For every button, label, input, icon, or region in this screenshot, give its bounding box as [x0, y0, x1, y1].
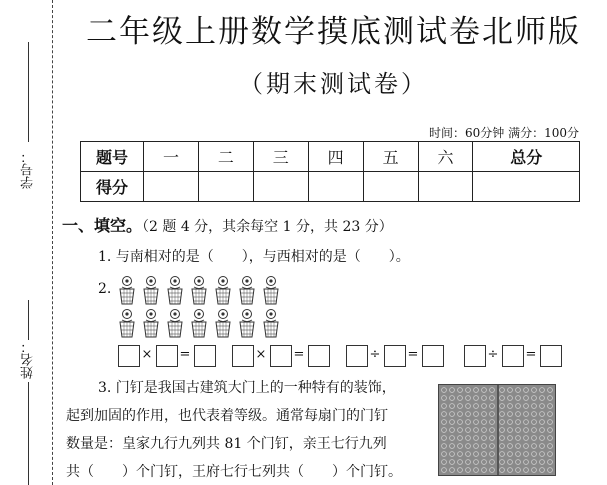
times-sign: ×: [255, 347, 267, 362]
door-stud: [516, 452, 521, 457]
door-stud: [532, 420, 537, 425]
door-stud: [508, 468, 513, 473]
flower-pots-figure: [118, 276, 288, 342]
door-stud: [516, 468, 521, 473]
door-stud: [458, 420, 463, 425]
door-stud: [466, 396, 471, 401]
door-stud: [508, 452, 513, 457]
section-note: （2 题 4 分，其余每空 1 分，共 23 分）: [142, 219, 393, 235]
door-stud: [482, 444, 487, 449]
door-stud: [524, 428, 529, 433]
door-stud: [458, 396, 463, 401]
door-stud: [458, 452, 463, 457]
door-stud: [482, 396, 487, 401]
door-stud: [490, 420, 495, 425]
door-stud: [458, 428, 463, 433]
door-stud: [442, 436, 447, 441]
door-gap: [497, 385, 499, 475]
door-stud: [500, 452, 505, 457]
door-stud: [474, 444, 479, 449]
header-cell: 一: [144, 142, 199, 172]
score-cell[interactable]: [308, 172, 363, 202]
door-stud: [548, 444, 553, 449]
door-stud: [482, 468, 487, 473]
question-2-number: 2.: [98, 281, 112, 297]
door-stud: [540, 444, 545, 449]
score-cell[interactable]: [418, 172, 473, 202]
door-stud: [466, 444, 471, 449]
door-stud: [482, 412, 487, 417]
door-stud: [508, 388, 513, 393]
door-stud: [490, 436, 495, 441]
door-stud: [442, 396, 447, 401]
door-stud: [458, 412, 463, 417]
door-stud: [524, 460, 529, 465]
door-stud: [548, 468, 553, 473]
door-stud: [508, 396, 513, 401]
score-cell[interactable]: [473, 172, 580, 202]
door-stud: [532, 452, 537, 457]
door-stud: [548, 428, 553, 433]
door-stud: [474, 468, 479, 473]
answer-box[interactable]: [540, 345, 562, 367]
door-stud: [442, 444, 447, 449]
door-stud: [482, 436, 487, 441]
door-stud: [442, 428, 447, 433]
door-stud: [548, 412, 553, 417]
door-stud: [450, 396, 455, 401]
door-stud: [548, 420, 553, 425]
door-stud: [466, 460, 471, 465]
name-line-top: [28, 300, 29, 340]
divide-sign: ÷: [369, 347, 381, 362]
door-stud: [458, 468, 463, 473]
door-stud: [490, 396, 495, 401]
score-table: [80, 141, 580, 202]
question-1: 1. 与南相对的是（ ），与西相对的是（ ）。: [98, 249, 410, 265]
door-stud: [532, 404, 537, 409]
door-stud: [482, 460, 487, 465]
door-stud: [500, 460, 505, 465]
door-stud: [500, 412, 505, 417]
door-stud: [482, 452, 487, 457]
door-stud: [450, 444, 455, 449]
score-cell[interactable]: [198, 172, 253, 202]
door-stud: [466, 428, 471, 433]
door-stud: [508, 412, 513, 417]
door-stud: [442, 460, 447, 465]
door-stud: [474, 452, 479, 457]
door-stud: [500, 444, 505, 449]
door-stud: [474, 436, 479, 441]
door-stud: [516, 436, 521, 441]
door-stud: [508, 428, 513, 433]
door-stud: [516, 460, 521, 465]
score-table-header-row: [81, 142, 580, 172]
door-stud: [524, 444, 529, 449]
answer-box[interactable]: [194, 345, 216, 367]
section-heading: [62, 213, 393, 236]
door-stud: [548, 460, 553, 465]
header-cell: 二: [198, 142, 253, 172]
equals-sign: =: [525, 347, 537, 362]
answer-box[interactable]: [346, 345, 368, 367]
header-cell: 三: [253, 142, 308, 172]
door-stud: [490, 452, 495, 457]
door-stud: [466, 404, 471, 409]
door-stud: [532, 444, 537, 449]
door-stud: [548, 436, 553, 441]
door-stud: [516, 404, 521, 409]
door-stud: [490, 412, 495, 417]
page-subtitle: （期末测试卷）: [239, 70, 428, 98]
door-stud: [516, 428, 521, 433]
door-stud: [516, 444, 521, 449]
name-line-bottom: [28, 382, 29, 485]
door-stud: [474, 460, 479, 465]
door-stud: [532, 436, 537, 441]
door-stud: [500, 404, 505, 409]
score-cell[interactable]: [253, 172, 308, 202]
door-stud: [450, 468, 455, 473]
divide-sign: ÷: [487, 347, 499, 362]
answer-box[interactable]: [464, 345, 486, 367]
door-stud: [540, 436, 545, 441]
door-stud: [540, 428, 545, 433]
door-stud: [474, 420, 479, 425]
score-cell[interactable]: [144, 172, 199, 202]
answer-box[interactable]: [156, 345, 178, 367]
door-stud: [490, 460, 495, 465]
door-stud: [482, 420, 487, 425]
door-stud: [548, 396, 553, 401]
door-stud: [540, 468, 545, 473]
door-stud: [466, 452, 471, 457]
door-stud: [458, 436, 463, 441]
door-stud: [540, 412, 545, 417]
student-id-line: [28, 42, 29, 142]
door-stud: [474, 428, 479, 433]
door-stud: [540, 420, 545, 425]
student-id-label: 学号：: [21, 150, 36, 189]
question-3-line-2: 起到加固的作用，也代表着等级。通常每扇门的门钉: [66, 408, 388, 424]
door-stud: [516, 396, 521, 401]
door-stud: [442, 468, 447, 473]
door-stud: [450, 428, 455, 433]
answer-box[interactable]: [270, 345, 292, 367]
door-stud: [442, 452, 447, 457]
question-3-line-3: 数量是：皇家九行九列共 81 个门钉，亲王七行九列: [66, 436, 387, 452]
score-cell[interactable]: [363, 172, 418, 202]
door-stud: [450, 420, 455, 425]
door-stud: [482, 404, 487, 409]
door-stud: [500, 388, 505, 393]
score-label-cell: 得分: [81, 172, 144, 202]
door-stud: [532, 396, 537, 401]
equals-sign: =: [407, 347, 419, 362]
door-stud: [500, 428, 505, 433]
door-stud: [532, 468, 537, 473]
door-stud: [540, 396, 545, 401]
door-stud: [524, 412, 529, 417]
equals-sign: =: [293, 347, 305, 362]
answer-box[interactable]: [422, 345, 444, 367]
door-stud: [532, 388, 537, 393]
door-stud: [466, 388, 471, 393]
door-stud: [442, 412, 447, 417]
door-stud: [548, 404, 553, 409]
door-stud: [532, 412, 537, 417]
door-stud: [524, 468, 529, 473]
door-stud: [450, 452, 455, 457]
door-stud: [450, 412, 455, 417]
door-stud: [524, 396, 529, 401]
door-stud: [442, 420, 447, 425]
header-cell: 五: [363, 142, 418, 172]
door-stud: [466, 436, 471, 441]
door-stud: [540, 404, 545, 409]
door-stud: [548, 452, 553, 457]
door-stud: [508, 444, 513, 449]
door-stud: [490, 404, 495, 409]
door-stud: [500, 420, 505, 425]
door-stud: [458, 460, 463, 465]
door-stud: [442, 404, 447, 409]
cut-line: [52, 0, 53, 485]
door-stud: [490, 388, 495, 393]
door-stud: [474, 404, 479, 409]
door-stud: [490, 428, 495, 433]
door-stud: [490, 444, 495, 449]
times-sign: ×: [141, 347, 153, 362]
door-stud: [540, 388, 545, 393]
binding-margin: [0, 0, 56, 485]
question-3-line-1: 3. 门钉是我国古建筑大门上的一种特有的装饰，: [98, 380, 396, 396]
door-stud: [500, 468, 505, 473]
door-stud: [508, 436, 513, 441]
door-stud: [532, 460, 537, 465]
answer-box[interactable]: [384, 345, 406, 367]
door-stud: [450, 460, 455, 465]
section-title: 一、填空。: [62, 216, 143, 235]
door-stud: [466, 412, 471, 417]
exam-meta: 时间：60分钟 满分：100分: [429, 126, 579, 140]
door-stud: [474, 412, 479, 417]
door-stud: [516, 420, 521, 425]
header-cell: 题号: [81, 142, 144, 172]
name-label: 姓名：: [21, 340, 36, 379]
door-stud: [490, 468, 495, 473]
door-stud: [532, 428, 537, 433]
equals-sign: =: [179, 347, 191, 362]
door-stud: [466, 420, 471, 425]
door-stud: [508, 460, 513, 465]
door-stud: [508, 404, 513, 409]
door-stud: [540, 452, 545, 457]
door-stud: [524, 404, 529, 409]
answer-box[interactable]: [232, 345, 254, 367]
door-studs-image: [438, 384, 556, 476]
header-cell: 总分: [473, 142, 580, 172]
door-stud: [524, 420, 529, 425]
door-stud: [466, 468, 471, 473]
door-stud: [524, 388, 529, 393]
door-stud: [450, 404, 455, 409]
door-stud: [450, 436, 455, 441]
door-stud: [524, 436, 529, 441]
door-stud: [482, 388, 487, 393]
door-stud: [450, 388, 455, 393]
header-cell: 四: [308, 142, 363, 172]
header-cell: 六: [418, 142, 473, 172]
door-stud: [508, 420, 513, 425]
answer-box[interactable]: [308, 345, 330, 367]
door-stud: [500, 436, 505, 441]
door-stud: [474, 388, 479, 393]
door-stud: [458, 388, 463, 393]
answer-box[interactable]: [502, 345, 524, 367]
page-title: 二年级上册数学摸底测试卷北师版: [86, 14, 581, 50]
door-stud: [516, 412, 521, 417]
answer-box[interactable]: [118, 345, 140, 367]
door-stud: [458, 404, 463, 409]
door-stud: [442, 388, 447, 393]
door-stud: [474, 396, 479, 401]
door-stud: [458, 444, 463, 449]
door-stud: [524, 452, 529, 457]
door-stud: [540, 460, 545, 465]
score-table-score-row: [81, 172, 580, 202]
door-stud: [516, 388, 521, 393]
question-3-line-4: 共（ ）个门钉，王府七行七列共（ ）个门钉。: [66, 464, 402, 480]
door-stud: [500, 396, 505, 401]
door-stud: [482, 428, 487, 433]
door-stud: [548, 388, 553, 393]
